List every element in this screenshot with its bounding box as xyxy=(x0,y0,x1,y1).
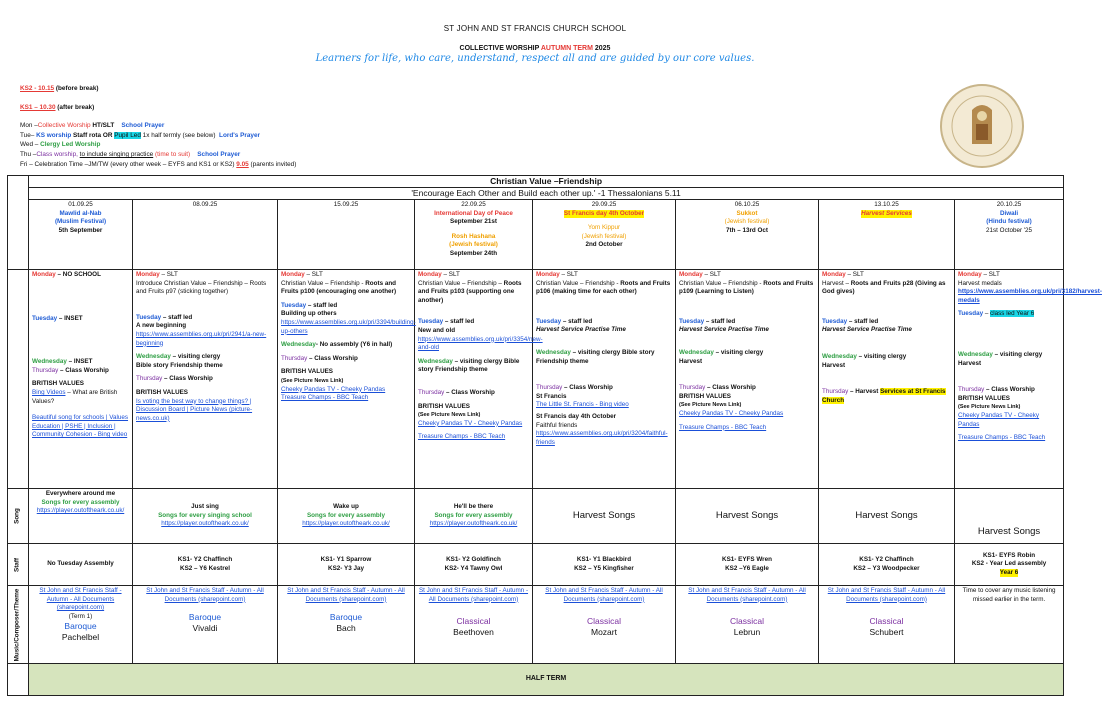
school-logo xyxy=(940,84,1024,168)
song-week-4: He'll be there Songs for every assembly https://player.outoftheark.co.uk/ xyxy=(415,489,533,544)
treasure-champs-link[interactable]: Treasure Champs - BBC Teach xyxy=(418,433,506,441)
music-week-6: St John and St Francis Staff - Autumn - All Documents (sharepoint.com) Classical Lebrun xyxy=(676,586,819,664)
sharepoint-link[interactable]: St John and St Francis Staff - Autumn - All Documents (sharepoint.com) xyxy=(827,587,946,603)
cheeky-pandas-link[interactable]: Cheeky Pandas TV - Cheeky Pandas xyxy=(418,419,523,427)
song-week-7: Harvest Songs xyxy=(819,489,955,544)
picture-news-link[interactable]: Is voting the best way to change things? | Discussion Board | Picture News (picture-news.co.uk) xyxy=(136,397,253,422)
plan-week-4: Monday – SLT Christian Value – Friendship – Roots and Fruits p103 (supporting one another) Tuesday – staff led New and old https://www.assemblies.org.uk/pri/3354/new-and-old Wednesday – visiting clergy Bible story Friendship theme Thursday – Class Worship BRITISH VALUES (See Picture News Link) Cheeky Pandas TV - Cheeky Pandas Treasure Champs - BBC Teach xyxy=(415,270,533,489)
school-name: ST JOHN AND ST FRANCIS CHURCH SCHOOL xyxy=(443,24,627,33)
school-motto: Learners for life, who care, understand, respect all and are guided by our core values. xyxy=(315,53,755,64)
harvest-medals-link[interactable]: https://www.assemblies.org.uk/pri/3182/harvest-medals xyxy=(958,288,1102,304)
title-term: AUTUMN TERM xyxy=(540,45,593,52)
outoftheark-link[interactable]: https://player.outoftheark.co.uk/ xyxy=(36,507,125,515)
plan-side xyxy=(8,270,29,489)
faithful-friends-link[interactable]: https://www.assemblies.org.uk/pri/3204/faithful-friends xyxy=(536,430,668,446)
building-up-others-link[interactable]: https://www.assemblies.org.uk/pri/3394/building-up-others xyxy=(281,318,416,335)
bing-videos-link[interactable]: Bing Videos xyxy=(32,388,66,396)
staff-week-7: KS1- Y2 Chaffinch KS2 – Y3 Woodpecker xyxy=(819,544,955,586)
collective-worship-title xyxy=(0,45,1070,52)
plan-week-1: Monday – NO SCHOOL Tuesday – INSET Wednesday – INSET Thursday – Class Worship BRITISH VALUES Bing Videos – What are British Values? Beautiful song for schools | Values Education | PSHE | Inclusion | Community Cohesion - Bing video xyxy=(29,270,133,489)
music-week-3: St John and St Francis Staff - Autumn - All Documents (sharepoint.com) Baroque Bach xyxy=(278,586,415,664)
plan-week-5: Monday – SLT Christian Value – Friendship - Roots and Fruits p106 (making time for each other) Tuesday – staff led Harvest Service Practise Time Wednesday – visiting clergy Bible story Friendship theme Thursday – Class Worship St Francis The Little St. Francis - Bing video St Francis day 4th October Faithful friends https://www.assemblies.org.uk/pri/3204/faithful-friends xyxy=(533,270,676,489)
outoftheark-link[interactable]: https://player.outoftheark.co.uk/ xyxy=(161,520,249,528)
ks2-time: KS2 - 10.15 (before break) xyxy=(20,85,99,92)
info-friday: Fri – Celebration Time –JM/TW (every other week – EYFS and KS1 or KS2) 9.05 (parents invited) xyxy=(20,160,297,168)
cheeky-pandas-link[interactable]: Cheeky Pandas TV - Cheeky Pandas xyxy=(958,411,1040,428)
title-part: COLLECTIVE WORSHIP xyxy=(459,45,541,52)
cheeky-pandas-link[interactable]: Cheeky Pandas TV - Cheeky Pandas xyxy=(281,385,386,393)
outoftheark-link[interactable]: https://player.outoftheark.co.uk/ xyxy=(429,520,518,528)
title-year: 2025 xyxy=(592,45,611,52)
timing-info xyxy=(20,84,620,169)
week-7: 13.10.25 Harvest Services xyxy=(819,200,955,270)
half-term-banner: HALF TERM xyxy=(29,664,1064,696)
song-week-1: Everywhere around me Songs for every assembly https://player.outoftheark.co.uk/ xyxy=(29,489,133,544)
staff-week-3: KS1- Y1 Sparrow KS2- Y3 Jay xyxy=(278,544,415,586)
sharepoint-link[interactable]: St John and St Francis Staff - Autumn - All Documents (sharepoint.com) xyxy=(688,587,806,603)
music-week-8: Time to cover any music listening missed earlier in the term. xyxy=(955,586,1064,664)
plan-week-8: Monday – SLT Harvest medals https://www.assemblies.org.uk/pri/3182/harvest-medals Tuesday – class led Year 6 Wednesday – visiting clergy Harvest Thursday – Class Worship BRITISH VALUES (See Picture News Link) Cheeky Pandas TV - Cheeky Pandas Treasure Champs - BBC Teach xyxy=(955,270,1064,489)
bible-verse: 'Encourage Each Other and Build each other up.' -1 Thessalonians 5.11 xyxy=(29,188,1064,200)
staff-week-8: KS1- EYFS Robin KS2 - Year Led assembly Year 6 xyxy=(955,544,1064,586)
info-thursday: Thu –Class worship, to include singing practice (time to suit) School Prayer xyxy=(20,150,241,158)
plan-week-6: Monday – SLT Christian Value – Friendship - Roots and Fruits p109 (Learning to Listen) Tuesday – staff led Harvest Service Practise Time Wednesday – visiting clergy Harvest Thursday – Class Worship BRITISH VALUES (See Picture News Link) Cheeky Pandas TV - Cheeky Pandas Treasure Champs - BBC Teach xyxy=(676,270,819,489)
worship-plan-table xyxy=(7,175,1102,696)
week-2: 08.09.25 xyxy=(133,200,278,270)
song-row-label: Song xyxy=(8,489,29,544)
week-6: 06.10.25 Sukkot (Jewish festival) 7th – 13rd Oct xyxy=(676,200,819,270)
new-beginning-link[interactable]: https://www.assemblies.org.uk/pri/2941/a-new-beginning xyxy=(136,330,267,347)
christian-value-title: Christian Value –Friendship xyxy=(29,176,1064,188)
outoftheark-link[interactable]: https://player.outoftheark.co.uk/ xyxy=(302,520,390,528)
music-week-7: St John and St Francis Staff - Autumn - All Documents (sharepoint.com) Classical Schubert xyxy=(819,586,955,664)
music-row-label: Music/Composer/Theme xyxy=(8,586,29,664)
values-song-link[interactable]: Beautiful song for schools | Values Education | PSHE | Inclusion | Community Cohesion - Bing video xyxy=(32,414,129,439)
plan-week-2: Monday – SLT Introduce Christian Value – Friendship – Roots and Fruits p97 (sticking together) Tuesday – staff led A new beginning https://www.assemblies.org.uk/pri/2941/a-new-beginning Wednesday – visiting clergy Bible story Friendship theme Thursday – Class Worship BRITISH VALUES Is voting the best way to change things? | Discussion Board | Picture News (picture-news.co.uk) xyxy=(133,270,278,489)
info-wednesday: Wed – Clergy Led Worship xyxy=(20,141,101,149)
week-3: 15.09.25 xyxy=(278,200,415,270)
staff-week-2: KS1- Y2 Chaffinch KS2 – Y6 Kestrel xyxy=(133,544,278,586)
music-week-1: St John and St Francis Staff - Autumn - All Documents (sharepoint.com) (Term 1) Baroque Pachelbel xyxy=(29,586,133,664)
ks1-time: KS1 – 10.30 (after break) xyxy=(20,103,95,111)
half-term-side xyxy=(8,664,29,696)
song-week-6: Harvest Songs xyxy=(676,489,819,544)
music-week-5: St John and St Francis Staff - Autumn - All Documents (sharepoint.com) Classical Mozart xyxy=(533,586,676,664)
sharepoint-link[interactable]: St John and St Francis Staff - Autumn - All Documents (sharepoint.com) xyxy=(287,587,405,603)
treasure-champs-link[interactable]: Treasure Champs - BBC Teach xyxy=(679,423,767,431)
info-tuesday: Tue– KS worship Staff rota OR Pupil Led 1x half termly (see below) Lord's Prayer xyxy=(20,131,260,139)
treasure-champs-link[interactable]: Treasure Champs - BBC Teach xyxy=(958,434,1046,442)
music-week-4: St John and St Francis Staff - Autumn - All Documents (sharepoint.com) Classical Beethoven xyxy=(415,586,533,664)
logo-emblem-icon xyxy=(942,86,1022,166)
left-margin xyxy=(8,176,29,270)
staff-week-4: KS1- Y2 Goldfinch KS2- Y4 Tawny Owl xyxy=(415,544,533,586)
cheeky-pandas-link[interactable]: Cheeky Pandas TV - Cheeky Pandas xyxy=(679,409,784,417)
sharepoint-link[interactable]: St John and St Francis Staff - Autumn - All Documents (sharepoint.com) xyxy=(39,587,122,612)
staff-row-label: Staff xyxy=(8,544,29,586)
sharepoint-link[interactable]: St John and St Francis Staff - Autumn - All Documents (sharepoint.com) xyxy=(146,587,264,603)
treasure-champs-link[interactable]: Treasure Champs - BBC Teach xyxy=(281,394,369,402)
staff-week-1: No Tuesday Assembly xyxy=(29,544,133,586)
staff-week-5: KS1- Y1 Blackbird KS2 – Y5 Kingfisher xyxy=(533,544,676,586)
song-week-3: Wake up Songs for every assembly https://player.outoftheark.co.uk/ xyxy=(278,489,415,544)
plan-week-3: Monday – SLT Christian Value – Friendship - Roots and Fruits p100 (encouraging one another) Tuesday – staff led Building up others https://www.assemblies.org.uk/pri/3394/building-up-others Wednesday- No assembly (Y6 in hall) Thursday – Class Worship BRITISH VALUES (See Picture News Link) Cheeky Pandas TV - Cheeky Pandas Treasure Champs - BBC Teach xyxy=(278,270,415,489)
staff-week-6: KS1- EYFS Wren KS2 –Y6 Eagle xyxy=(676,544,819,586)
song-week-5: Harvest Songs xyxy=(533,489,676,544)
little-st-francis-link[interactable]: The Little St. Francis - Bing video xyxy=(536,401,629,409)
music-week-2: St John and St Francis Staff - Autumn - All Documents (sharepoint.com) Baroque Vivaldi xyxy=(133,586,278,664)
week-5: 29.09.25 St Francis day 4th October Yom Kippur (Jewish festival) 2nd October xyxy=(533,200,676,270)
plan-week-7: Monday – SLT Harvest – Roots and Fruits p28 (Giving as God gives) Tuesday – staff led Harvest Service Practise Time Wednesday – visiting clergy Harvest Thursday – Harvest Services at St Francis Church xyxy=(819,270,955,489)
song-week-8: Harvest Songs xyxy=(955,489,1064,544)
week-4: 22.09.25 International Day of Peace September 21st Rosh Hashana (Jewish festival) September 24th xyxy=(415,200,533,270)
sharepoint-link[interactable]: St John and St Francis Staff - Autumn - All Documents (sharepoint.com) xyxy=(545,587,663,603)
week-8: 20.10.25 Diwali (Hindu festival) 21st October '25 xyxy=(955,200,1064,270)
sharepoint-link[interactable]: St John and St Francis Staff - Autumn - All Documents (sharepoint.com) xyxy=(418,587,529,603)
new-and-old-link[interactable]: https://www.assemblies.org.uk/pri/3354/new-and-old xyxy=(418,335,543,352)
info-monday: Mon –Collective Worship HT/SLT School Prayer xyxy=(20,122,165,130)
song-week-2: Just sing Songs for every singing school https://player.outoftheark.co.uk/ xyxy=(133,489,278,544)
week-1: 01.09.25 Mawlid al-Nab (Muslim Festival) 5th September xyxy=(29,200,133,270)
